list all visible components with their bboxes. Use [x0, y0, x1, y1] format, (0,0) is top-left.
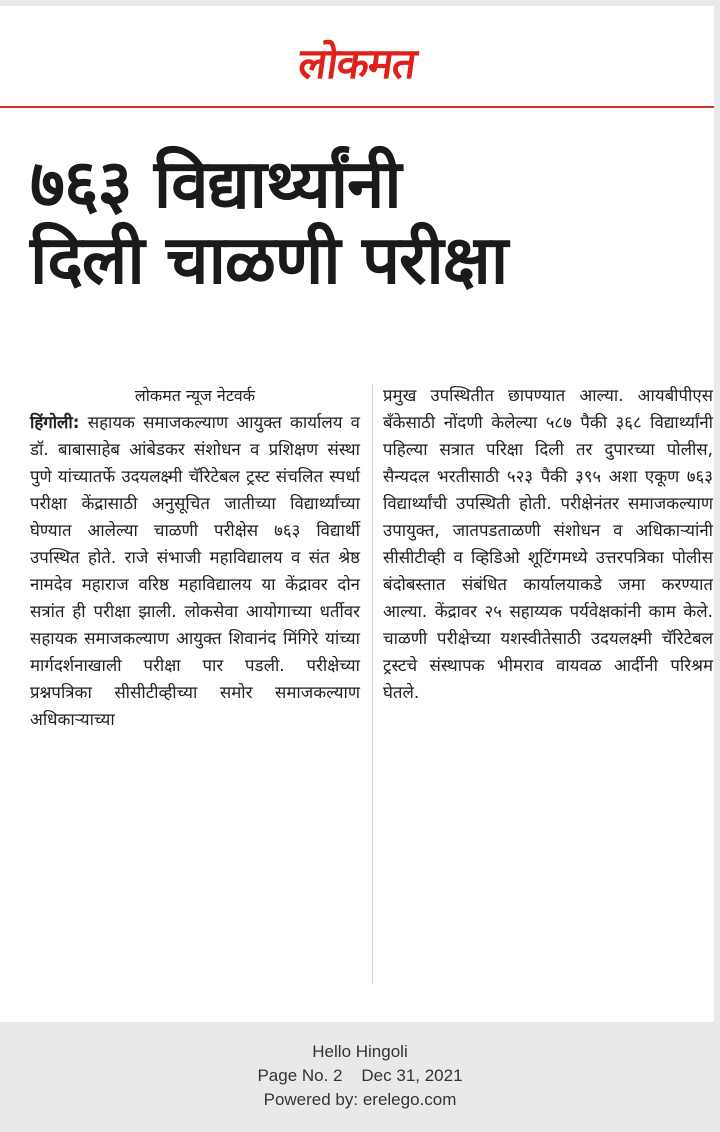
article-column-right: [383, 382, 713, 706]
powered-by-link[interactable]: Powered by: erelego.com: [263, 1090, 457, 1109]
masthead-rule: [0, 106, 714, 108]
lokmat-logo: लोकमत: [295, 39, 419, 88]
article-column-left: [30, 382, 360, 733]
column-divider: [372, 384, 373, 984]
edition-name: Hello Hingoli: [312, 1042, 408, 1061]
headline-line-2: दिली चाळणी परीक्षा: [30, 221, 508, 299]
dateline: हिंगोली:: [30, 412, 80, 432]
article-headline: [30, 146, 710, 298]
headline-line-1: ७६३ विद्यार्थ्यांनी: [30, 145, 401, 223]
article-body-left: [30, 409, 360, 733]
byline: लोकमत न्यूज नेटवर्क: [134, 386, 256, 405]
news-clipping: [0, 6, 714, 1022]
page-number-date: Page No. 2 Dec 31, 2021: [257, 1066, 463, 1085]
masthead: [0, 34, 714, 91]
page-footer: [0, 1040, 720, 1112]
article-body-right: प्रमुख उपस्थितीत छापण्यात आल्या. आयबीपीएस बँकेसाठी नोंदणी केलेल्या ५८७ पैकी ३६८ विद्यार्थ्यांनी पहिल्या सत्रात परिक्षा दिली तर दुपारच्या पोलीस, सैन्यदल भरतीसाठी ५२३ पैकी ३९५ अशा एकूण ७६३ विद्यार्थ्यांची उपस्थिती होती. परीक्षेनंतर समाजकल्याण उपायुक्त, जातपडताळणी संशोधन व अधिकाऱ्यांनी सीसीटीव्ही व व्हिडिओ शूटिंगमध्ये उत्तरपत्रिका पोलीस बंदोबस्तात संबंधित कार्यालयाकडे जमा करण्यात आल्या. केंद्रावर २५ सहाय्यक पर्यवेक्षकांनी काम केले. चाळणी परीक्षेच्या यशस्वीतेसाठी उदयलक्ष्मी चॅरिटेबल ट्रस्टचे संस्थापक भीमराव वायवळ आर्दीनी परिश्रम घेतले.: [383, 385, 713, 702]
left-body-text: सहायक समाजकल्याण आयुक्त कार्यालय व डॉ. बाबासाहेब आंबेडकर संशोधन व प्रशिक्षण संस्था पुणे यांच्यातर्फे उदयलक्ष्मी चॅरिटेबल ट्रस्ट संचलित स्पर्धा परीक्षा केंद्रासाठी अनुसूचित जातीच्या विद्यार्थ्यांच्या घेण्यात आलेल्या चाळणी परीक्षेस ७६३ विद्यार्थी उपस्थित होते. राजे संभाजी महाविद्यालय व संत श्रेष्ठ नामदेव महाराज वरिष्ठ महाविद्यालय या केंद्रावर दोन सत्रांत ही परीक्षा झाली. लोकसेवा आयोगाच्या धर्तीवर सहायक समाजकल्याण आयुक्त शिवानंद मिंगिरे यांच्या मार्गदर्शनाखाली परीक्षा पार पडली. परीक्षेच्या प्रश्नपत्रिका सीसीटीव्हीच्या समोर समाजकल्याण अधिकाऱ्याच्या: [30, 412, 360, 729]
